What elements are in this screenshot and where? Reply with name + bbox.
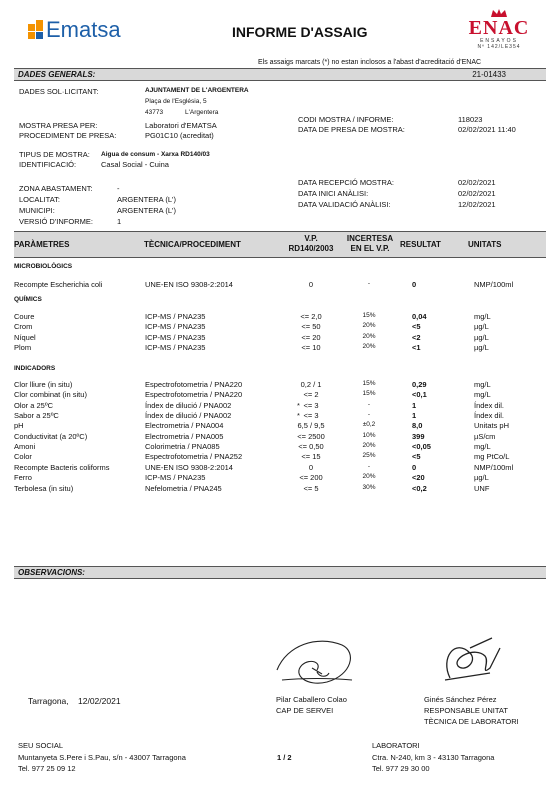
enac-logo [462,8,536,60]
signature-date: 12/02/2021 [78,696,121,706]
unit: Índex dil. [474,400,505,410]
laboratory-phone: Tel. 977 29 30 00 [372,764,430,773]
uncertainty: - [367,411,371,419]
identification-value: Casal Social - Cuina [101,160,169,169]
unit: Unitats pH [474,421,510,431]
sample-code-label: CODI MOSTRA / INFORME: [298,115,394,124]
table-row [14,463,546,473]
col-parameters: PARÀMETRES [14,240,70,249]
parameter-name: Recompte Escherichia coli [14,280,103,289]
parametric-value: <= 10 [301,343,321,353]
parameter-name: Olor a 25ºC [14,400,54,410]
col-technique: TÈCNICA/PROCEDIMENT [144,240,241,249]
unit: NMP/100ml [474,462,514,472]
result-value: 0,29 [412,380,427,389]
uncertainty: - [367,400,371,408]
technique: Espectrofotometria / PNA220 [145,380,243,389]
technique: Electrometria / PNA004 [145,421,224,431]
result-value: 399 [412,431,425,441]
technique: ICP-MS / PNA235 [145,322,206,332]
enac-sub: ENSAYOS [480,38,518,44]
accreditation-mark: * [297,411,300,421]
handwritten-signature-icon [430,628,510,688]
result-value: 1 [412,411,417,421]
signature-1-image [272,630,362,695]
sample-taken-value: Laboratori d'EMATSA [145,121,217,130]
logo-text: Ematsa [46,17,121,42]
parametric-value: 0 [308,462,314,472]
parameter-name: Color [14,452,32,462]
accreditation-mark: * [297,400,300,410]
parameter-name: pH [14,421,24,431]
parametric-value: <= 0,50 [298,442,324,452]
parametric-value: <= 3 [303,411,319,421]
signer-2-role-line1: RESPONSABLE UNITAT [424,706,508,715]
parameter-name: Conductivitat (a 20ºC) [14,431,88,441]
technique: ICP-MS / PNA235 [145,473,206,483]
parameter-name: Crom [14,322,33,332]
table-row [14,442,546,452]
parametric-value: <= 20 [301,332,321,342]
observations-label: OBSERVACIONS: [18,568,85,577]
unit: mg/L [474,380,491,389]
parameter-name: Clor combinat (in situ) [14,390,87,400]
reception-date-label: DATA RECEPCIÓ MOSTRA: [298,178,394,187]
parametric-value: <= 200 [299,473,323,483]
uncertainty: 20% [362,322,376,330]
results-table-header [14,231,546,258]
uncertainty: 15% [362,380,376,387]
parametric-value: <= 2 [303,390,319,400]
col-result: RESULTAT [400,240,441,249]
applicant-city: L'Argentera [185,109,219,116]
result-value: <0,05 [412,442,431,452]
uncertainty: 20% [362,442,376,450]
procedure-label: PROCEDIMENT DE PRESA: [19,131,117,140]
head-office-phone: Tel. 977 25 09 12 [18,764,76,773]
sample-taken-label: MOSTRA PRESA PER: [19,121,98,130]
table-row [14,343,546,353]
uncertainty: 30% [362,483,376,491]
accreditation-note: Els assaigs marcats (*) no estan inclosos a l'abast d'acreditació d'ENAC [258,59,482,66]
table-row [14,390,546,400]
report-title: INFORME D'ASSAIG [232,24,368,40]
applicant-name: AJUNTAMENT DE L'ARGENTERA [145,87,249,94]
parameter-name: Plom [14,343,32,353]
result-value: <20 [412,473,425,483]
unit: mg/L [474,442,491,452]
unit: mg/L [474,390,491,400]
report-version-label: VERSIÓ D'INFORME: [19,217,93,226]
technique: ICP-MS / PNA235 [145,312,206,321]
table-row [14,452,546,462]
validation-date-label: DATA VALIDACIÓ ANÀLISI: [298,200,391,209]
general-data-bar [14,68,546,81]
technique: Electrometria / PNA005 [145,431,224,441]
uncertainty: 20% [362,343,376,351]
unit: NMP/100ml [474,280,514,289]
uncertainty: - [367,462,371,470]
parameter-name: Terbolesa (in situ) [14,483,74,493]
result-value: 1 [412,400,417,410]
analysis-start-value: 02/02/2021 [458,189,496,198]
supply-zone-label: ZONA ABASTAMENT: [19,184,93,193]
uncertainty: 20% [362,473,376,481]
unit: µg/L [474,343,489,353]
table-row [14,484,546,494]
parameter-name: Amoni [14,442,36,452]
technique: Índex de dilució / PNA002 [145,411,232,421]
section-title: QUÍMICS [14,296,42,303]
technique: ICP-MS / PNA235 [145,332,206,342]
unit: UNF [474,483,490,493]
unit: mg PtCo/L [474,452,510,462]
unit: Índex dil. [474,411,505,421]
sample-type-value: Aigua de consum - Xarxa RD140/03 [101,151,210,158]
unit: µg/L [474,322,489,332]
handwritten-signature-icon [272,630,362,690]
section-title: MICROBIOLÒGICS [14,263,73,270]
technique: UNE-EN ISO 9308-2:2014 [145,462,233,472]
result-value: 0 [412,462,417,472]
uncertainty: 25% [362,452,376,460]
laboratory-label: LABORATORI [372,741,420,750]
sample-type-label: TIPUS DE MOSTRA: [19,150,90,159]
enac-number: Nº 142/LE354 [477,44,521,50]
applicant-label: DADES SOL·LICITANT: [19,87,99,96]
table-row [14,411,546,421]
unit: µg/L [474,332,489,342]
technique: Colorimetria / PNA085 [145,442,220,452]
technique: Espectrofotometria / PNA220 [145,390,243,400]
uncertainty: ±0,2 [362,421,376,429]
table-row [14,421,546,431]
analysis-start-label: DATA INICI ANÀLISI: [298,189,369,198]
identification-label: IDENTIFICACIÓ: [19,160,77,169]
signer-1-role: CAP DE SERVEI [276,706,334,715]
parameter-name: Clor lliure (in situ) [14,380,73,389]
parameter-name: Níquel [14,332,36,342]
table-row [14,401,546,411]
head-office-label: SEU SOCIAL [18,741,64,750]
parametric-value: 0,2 / 1 [300,380,322,389]
result-value: <5 [412,452,421,462]
parametric-value: <= 3 [303,400,319,410]
municipality-value: ARGENTERA (L') [117,206,176,215]
result-value: <0,1 [412,390,427,400]
signer-2-name: Ginés Sánchez Pérez [424,695,497,704]
result-value: 0 [412,280,417,289]
reception-date-value: 02/02/2021 [458,178,496,187]
uncertainty: 15% [362,390,376,398]
parametric-value: <= 2500 [297,431,325,441]
table-row [14,280,546,290]
parametric-value: <= 5 [303,483,319,493]
municipality-label: MUNICIPI: [19,206,55,215]
technique: Espectrofotometria / PNA252 [145,452,243,462]
parameter-name: Ferro [14,473,32,483]
signer-1-name: Pilar Caballero Colao [276,695,347,704]
result-value: <5 [412,322,421,332]
report-version-value: 1 [117,217,122,226]
report-number: 21-01433 [472,70,506,79]
applicant-postcode: 43773 [145,109,164,116]
uncertainty: 15% [362,312,376,319]
result-value: 8,0 [412,421,423,431]
procedure-value: PG01C10 (acreditat) [145,131,214,140]
table-row [14,380,546,390]
enac-text: ENAC [468,17,530,39]
locality-value: ARGENTERA (L') [117,195,176,204]
parameter-name: Recompte Bacteris coliforms [14,462,110,472]
table-row [14,312,546,322]
page-number: 1 / 2 [277,753,292,762]
result-value: <2 [412,332,421,342]
sample-date-value: 02/02/2021 11:40 [458,125,516,134]
parametric-value: <= 15 [301,452,321,462]
col-vp: V.P. RD140/2003 [288,234,334,253]
observations-bar [14,566,546,579]
technique: ICP-MS / PNA235 [145,343,206,353]
sample-code-value: 118023 [458,115,483,124]
laboratory-address: Ctra. N-240, km 3 - 43130 Tarragona [372,753,495,762]
validation-date-value: 12/02/2021 [458,200,496,209]
result-value: 0,04 [412,312,427,321]
parametric-value: <= 2,0 [300,312,322,321]
col-units: UNITATS [468,240,502,249]
parametric-value: 6,5 / 9,5 [297,421,325,431]
table-row [14,322,546,332]
result-value: <0,2 [412,483,427,493]
unit: mg/L [474,312,491,321]
parameter-name: Coure [14,312,35,321]
col-uncertainty: INCERTESA EN EL V.P. [346,234,394,253]
head-office-address: Muntanyeta S.Pere i S.Pau, s/n - 43007 Tarragona [18,753,186,762]
table-row [14,432,546,442]
general-data-label: DADES GENERALS: [18,70,96,79]
table-row [14,333,546,343]
signer-2-role-line2: TÈCNICA DE LABORATORI [424,717,519,726]
locality-label: LOCALITAT: [19,195,60,204]
technique: Índex de dilució / PNA002 [145,400,232,410]
parameter-name: Sabor a 25ºC [14,411,59,421]
ematsa-logo [28,16,148,46]
signature-2-image [430,628,510,693]
uncertainty: - [367,280,371,287]
technique: UNE-EN ISO 9308-2:2014 [145,280,233,289]
applicant-address: Plaça de l'Església, 5 [145,98,207,105]
section-title: INDICADORS [14,365,56,372]
technique: Nefelometria / PNA245 [145,483,222,493]
unit: µS/cm [474,431,496,441]
supply-zone-value: - [117,184,120,193]
uncertainty: 20% [362,332,376,340]
signature-place: Tarragona, [28,696,69,706]
result-value: <1 [412,343,421,353]
parametric-value: <= 50 [301,322,321,332]
unit: µg/L [474,473,489,483]
parametric-value: 0 [308,280,314,289]
table-row [14,473,546,483]
sample-date-label: DATA DE PRESA DE MOSTRA: [298,125,405,134]
uncertainty: 10% [362,431,376,439]
